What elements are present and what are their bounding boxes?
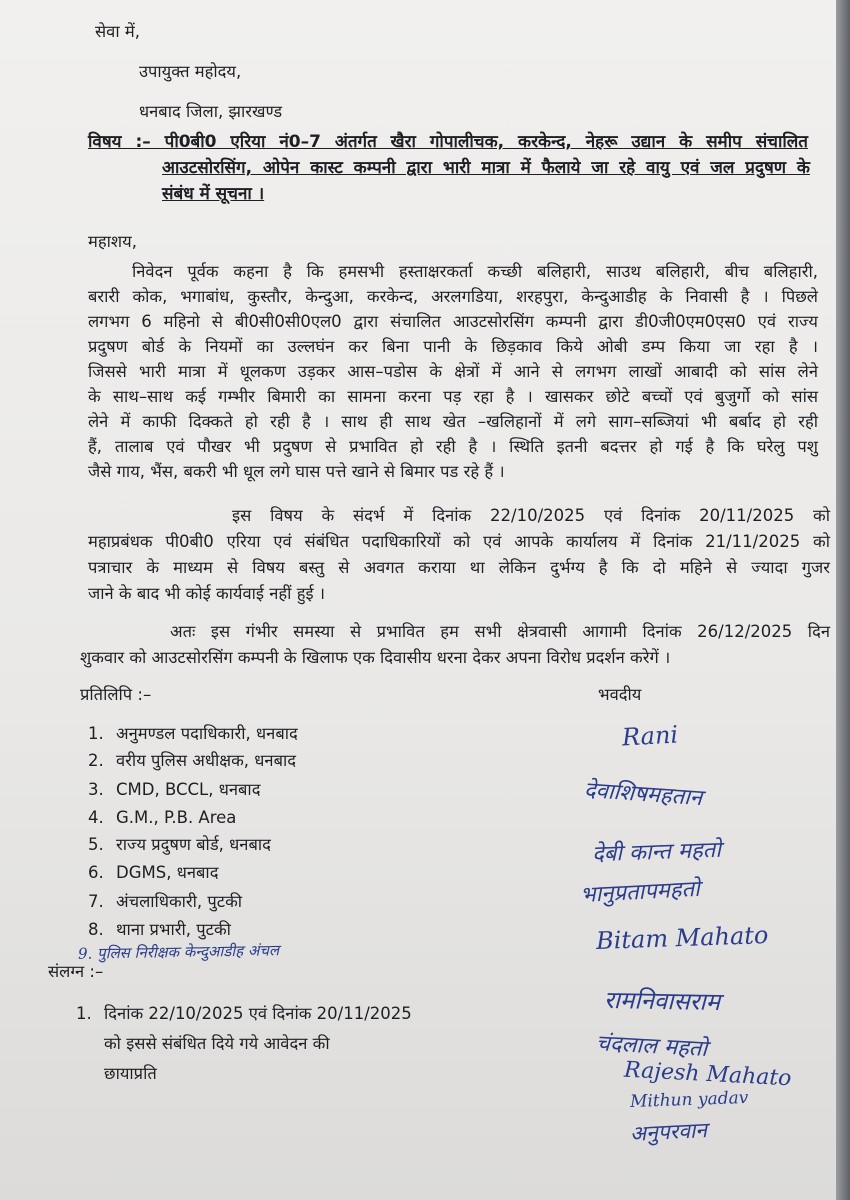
para2-line: जाने के बाद भी कोई कार्यवाई नहीं हुई । — [88, 584, 326, 603]
signature: देवाशिषमहतान — [583, 777, 703, 812]
para3-line: शुकवार को आउटसोरसिंग कम्पनी के खिलाफ एक दिवासीय धरना देकर अपना विरोध प्रदर्शन करेगें । — [80, 648, 671, 667]
para3-line: अतः इस गंभीर समस्या से प्रभावित हम सभी क्षेत्रवासी आगामी दिनांक 26/12/2025 दिन — [170, 622, 830, 641]
signature: Bitam Mahato — [595, 921, 769, 955]
closing: भवदीय — [598, 685, 642, 704]
signature: रामनिवासराम — [603, 985, 721, 1017]
signature: भानुप्रतापमहतो — [579, 876, 701, 909]
copy-item: 4. G.M., P.B. Area — [88, 808, 237, 827]
copy-item: 6. DGMS, धनबाद — [88, 863, 219, 882]
enclosure-line: को इससे संबंधित दिये गये आवेदन की — [104, 1034, 330, 1053]
signature: देबी कान्त महतो — [591, 837, 722, 868]
signature: Mithun yadav — [629, 1087, 749, 1113]
signature: Rajesh Mahato — [623, 1057, 793, 1092]
para2-line: पत्राचार के माध्यम से विषय बस्तु से अवगत कराया था लेकिन दुर्भग्य है कि दो महिने से ज्यादा गुजर — [88, 558, 830, 577]
copy-item: 3. CMD, BCCL, धनबाद — [88, 780, 261, 799]
enclosure-num: 1. — [76, 1004, 92, 1023]
subject-line-2: आउटसोरसिंग, ओपेन कास्ट कम्पनी द्वारा भारी मात्रा में फैलाये जा रहे वायु एवं जल प्रदुषण के — [162, 158, 810, 178]
address-place: धनबाद जिला, झारखण्ड — [139, 102, 283, 121]
copy-item: 5. राज्य प्रदुषण बोर्ड, धनबाद — [88, 835, 271, 854]
copy-item: 2. वरीय पुलिस अधीक्षक, धनबाद — [88, 751, 297, 770]
copy-item: 8. थाना प्रभारी, पुटकी — [88, 920, 231, 939]
signature: Rani — [621, 720, 679, 752]
handwritten-copy-item: 9. पुलिस निरीक्षक केन्दुआडीह अंचल — [77, 941, 280, 963]
para1-line: बरारी कोक, भगाबांध, कुस्तौर, केन्दुआ, करकेन्द, अरलगडिया, शरहपुरा, केन्दुआडीह के निवासी है । पिछले — [88, 287, 818, 306]
signature: चंदलाल महतो — [595, 1031, 708, 1062]
para1-line: के साथ–साथ कई गम्भीर बिमारी का सामना करना पड़ रहा है । खासकर छोटे बच्चों एवं बुजुर्गो को सांस — [88, 387, 818, 406]
para2-line: इस विषय के संदर्भ में दिनांक 22/10/2025 एवं दिनांक 20/11/2025 को — [232, 506, 830, 525]
enclosure-heading: संलग्न :– — [48, 962, 104, 981]
enclosure-line: छायाप्रति — [104, 1064, 157, 1083]
para1-line: हैं, तालाब एवं पौखर भी प्रदुषण से प्रभावित हो रही है । स्थिति इतनी बदत्तर हो गई है कि घरेलु पशु — [88, 437, 818, 456]
copy-heading: प्रतिलिपि :– — [80, 685, 152, 704]
para1-line: प्रदुषण बोर्ड के नियमों का उल्लघंन कर बिना पानी के छिड़काव किये ओबी डम्प किया जा रहा है । — [88, 337, 818, 356]
address-recipient: उपायुक्त महोदय, — [139, 62, 242, 81]
para1-line: लेने में काफी दिक्कते हो रही है । साथ ही साथ खेत –खलिहानों में लगे साग–सब्जियां भी बर्बाद हो रही — [88, 412, 818, 431]
address-to: सेवा में, — [95, 22, 140, 41]
subject-line-1: विषय :– पी0बी0 एरिया नं0–7 अंतर्गत खैरा गोपालीचक, करकेन्द, नेहरू उद्यान के समीप संचालित — [88, 132, 808, 152]
para1-line: निवेदन पूर्वक कहना है कि हमसभी हस्ताक्षरकर्ता कच्छी बलिहारी, साउथ बलिहारी, बीच बलिहारी, — [132, 262, 818, 281]
subject-line-3: संबंध में सूचना । — [162, 184, 265, 204]
salutation: महाशय, — [88, 232, 137, 251]
copy-item: 7. अंचलाधिकारी, पुटकी — [88, 892, 243, 911]
para2-line: महाप्रबंधक पी0बी0 एरिया एवं संबंधित पदाधिकारियों को एवं आपके कार्यालय में दिनांक 21/11/2025 को — [88, 532, 830, 551]
signature: अनुपरवान — [629, 1118, 708, 1146]
background-edge — [836, 0, 850, 1200]
para1-line: लगभग 6 महिनो से बी0सी0सी0एल0 द्वारा संचालित आउटसोरसिंग कम्पनी द्वारा डी0जी0एम0एस0 एवं राज्य — [88, 312, 818, 331]
para1-line: जिससे भारी मात्रा में धूलकण उड़कर आस–पडोस के क्षेत्रों में आने से लगभग लाखों आबादी को सांस लेने — [88, 362, 818, 381]
enclosure-line: दिनांक 22/10/2025 एवं दिनांक 20/11/2025 — [104, 1004, 412, 1023]
para1-line: जैसे गाय, भैंस, बकरी भी धूल लगे घास पत्ते खाने से बिमार पड रहे हैं । — [88, 462, 505, 481]
copy-item: 1. अनुमण्डल पदाधिकारी, धनबाद — [88, 724, 298, 743]
